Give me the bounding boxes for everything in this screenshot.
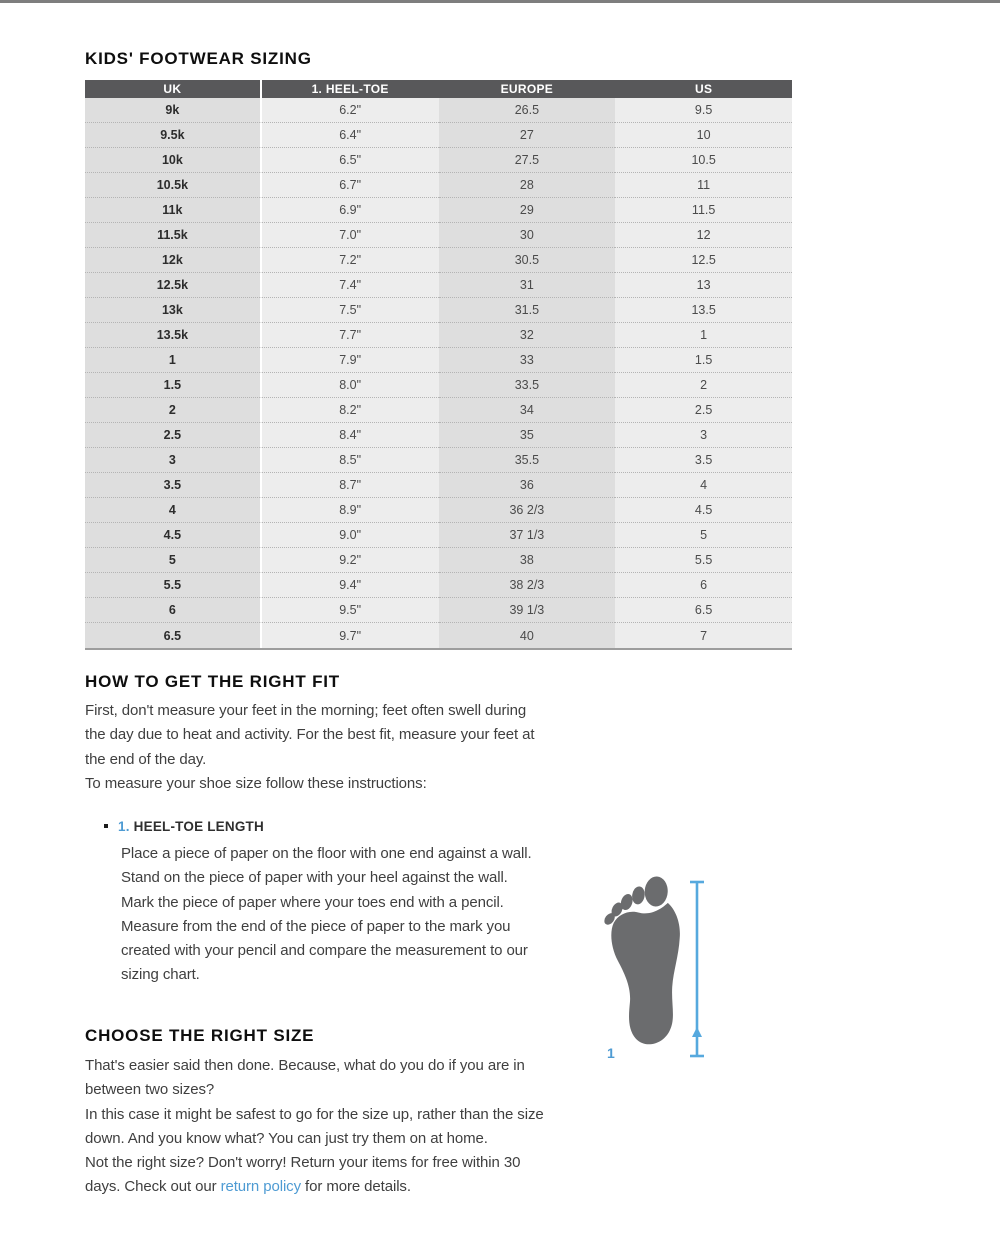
size-cell: 2 xyxy=(85,398,262,423)
top-divider xyxy=(0,0,1000,3)
size-cell: 6.4" xyxy=(262,123,439,148)
measurement-arrow-icon xyxy=(692,1027,702,1037)
heel-toe-instructions xyxy=(121,842,532,988)
table-row xyxy=(85,223,792,248)
size-cell: 37 1/3 xyxy=(439,523,616,548)
size-cell: 40 xyxy=(439,623,616,648)
size-cell: 11.5 xyxy=(615,198,792,223)
table-row xyxy=(85,123,792,148)
size-cell: 1.5 xyxy=(615,348,792,373)
text-line: First, don't measure your feet in the morning; feet often swell during xyxy=(85,702,527,719)
foot-measurement-diagram xyxy=(595,874,715,1064)
size-cell: 6.5" xyxy=(262,148,439,173)
size-cell: 36 xyxy=(439,473,616,498)
size-cell: 9.5" xyxy=(262,598,439,623)
size-cell: 2.5 xyxy=(615,398,792,423)
size-cell: 5.5 xyxy=(85,573,262,598)
column-header-europe: EUROPE xyxy=(439,80,616,98)
size-cell: 2.5 xyxy=(85,423,262,448)
size-cell: 9.7" xyxy=(262,623,439,648)
text-line: between two sizes? xyxy=(85,1081,215,1099)
size-cell: 7.0" xyxy=(262,223,439,248)
diagram-step-label: 1 xyxy=(607,1045,615,1061)
text-line: down. And you know what? You can just try them on at home. xyxy=(85,1129,488,1147)
size-cell: 12 xyxy=(615,223,792,248)
size-cell: 9.5 xyxy=(615,98,792,123)
size-cell: 35.5 xyxy=(439,448,616,473)
text-line: Not the right size? Don't worry! Return your items for free within 30 xyxy=(85,1154,521,1172)
text-line: That's easier said then done. Because, what do you do if you are in xyxy=(85,1057,525,1074)
text-line: the day due to heat and activity. For the best fit, measure your feet at xyxy=(85,726,535,744)
bullet-square-icon xyxy=(104,824,108,828)
size-cell: 6.7" xyxy=(262,173,439,198)
table-row xyxy=(85,548,792,573)
size-cell: 10k xyxy=(85,148,262,173)
size-cell: 3.5 xyxy=(615,448,792,473)
table-row xyxy=(85,273,792,298)
size-cell: 36 2/3 xyxy=(439,498,616,523)
size-cell: 33.5 xyxy=(439,373,616,398)
size-cell: 9k xyxy=(85,98,262,123)
size-cell: 5 xyxy=(615,523,792,548)
size-cell: 38 2/3 xyxy=(439,573,616,598)
size-cell: 29 xyxy=(439,198,616,223)
size-cell: 8.2" xyxy=(262,398,439,423)
size-cell: 13k xyxy=(85,298,262,323)
size-cell: 4.5 xyxy=(615,498,792,523)
size-cell: 13.5 xyxy=(615,298,792,323)
size-cell: 13.5k xyxy=(85,323,262,348)
size-cell: 26.5 xyxy=(439,98,616,123)
size-cell: 4.5 xyxy=(85,523,262,548)
text-line: sizing chart. xyxy=(121,966,200,984)
size-cell: 28 xyxy=(439,173,616,198)
size-cell: 8.5" xyxy=(262,448,439,473)
choose-size-text xyxy=(85,1054,544,1200)
size-cell: 6.5 xyxy=(615,598,792,623)
size-cell: 3 xyxy=(615,423,792,448)
size-cell: 9.5k xyxy=(85,123,262,148)
size-cell: 6.2" xyxy=(262,98,439,123)
text-line: Place a piece of paper on the floor with one end against a wall. xyxy=(121,845,532,862)
size-cell: 31.5 xyxy=(439,298,616,323)
table-row xyxy=(85,323,792,348)
size-cell: 7.5" xyxy=(262,298,439,323)
size-cell: 11 xyxy=(615,173,792,198)
table-row xyxy=(85,448,792,473)
size-cell: 6 xyxy=(615,573,792,598)
size-cell: 2 xyxy=(615,373,792,398)
size-cell: 6.5 xyxy=(85,623,262,648)
page-title: KIDS' FOOTWEAR SIZING xyxy=(85,49,312,68)
size-cell: 7.9" xyxy=(262,348,439,373)
last-line-prefix: days. Check out our xyxy=(85,1178,221,1196)
size-cell: 4 xyxy=(615,473,792,498)
size-cell: 30 xyxy=(439,223,616,248)
step-number: 1. xyxy=(118,819,130,834)
table-row xyxy=(85,523,792,548)
table-row xyxy=(85,498,792,523)
size-cell: 33 xyxy=(439,348,616,373)
text-line: created with your pencil and compare the measurement to our xyxy=(121,942,528,960)
size-cell: 1 xyxy=(615,323,792,348)
table-row xyxy=(85,148,792,173)
size-cell: 5.5 xyxy=(615,548,792,573)
size-cell: 11.5k xyxy=(85,223,262,248)
how-to-get-right-fit-title: HOW TO GET THE RIGHT FIT xyxy=(85,672,340,691)
size-cell: 8.4" xyxy=(262,423,439,448)
sizing-table xyxy=(85,80,792,650)
size-cell: 27.5 xyxy=(439,148,616,173)
size-cell: 1.5 xyxy=(85,373,262,398)
table-row xyxy=(85,373,792,398)
return-policy-link[interactable]: return policy xyxy=(220,1178,301,1196)
size-cell: 3.5 xyxy=(85,473,262,498)
choose-right-size-title: CHOOSE THE RIGHT SIZE xyxy=(85,1026,315,1045)
column-header-uk: UK xyxy=(85,80,262,98)
foot-silhouette-icon xyxy=(600,874,686,1046)
table-row xyxy=(85,98,792,123)
size-cell: 1 xyxy=(85,348,262,373)
last-line-suffix: for more details. xyxy=(300,1178,411,1196)
column-header-heeltoe: 1. HEEL-TOE xyxy=(262,80,439,98)
table-row xyxy=(85,423,792,448)
table-row xyxy=(85,198,792,223)
size-cell: 31 xyxy=(439,273,616,298)
size-cell: 12k xyxy=(85,248,262,273)
size-cell: 39 1/3 xyxy=(439,598,616,623)
text-line: To measure your shoe size follow these instructions: xyxy=(85,774,427,792)
table-row xyxy=(85,248,792,273)
step-title: HEEL-TOE LENGTH xyxy=(133,819,264,834)
size-cell: 11k xyxy=(85,198,262,223)
column-header-us: US xyxy=(615,80,792,98)
size-cell: 7.2" xyxy=(262,248,439,273)
size-cell: 7 xyxy=(615,623,792,648)
size-cell: 9.4" xyxy=(262,573,439,598)
text-line: Measure from the end of the piece of paper to the mark you xyxy=(121,917,511,935)
table-row xyxy=(85,348,792,373)
size-cell: 3 xyxy=(85,448,262,473)
fit-intro-text xyxy=(85,699,534,796)
size-cell: 27 xyxy=(439,123,616,148)
table-row xyxy=(85,173,792,198)
size-cell: 8.9" xyxy=(262,498,439,523)
table-header-row xyxy=(85,80,792,98)
table-row xyxy=(85,473,792,498)
heel-toe-length-step xyxy=(104,819,264,835)
size-cell: 10.5 xyxy=(615,148,792,173)
size-cell: 7.4" xyxy=(262,273,439,298)
size-cell: 10 xyxy=(615,123,792,148)
size-cell: 4 xyxy=(85,498,262,523)
text-line: Stand on the piece of paper with your heel against the wall. xyxy=(121,869,508,887)
text-line: the end of the day. xyxy=(85,750,207,768)
size-cell: 7.7" xyxy=(262,323,439,348)
choose-size-lines xyxy=(85,1054,544,1175)
table-row xyxy=(85,573,792,598)
size-cell: 5 xyxy=(85,548,262,573)
size-cell: 6.9" xyxy=(262,198,439,223)
size-cell: 8.0" xyxy=(262,373,439,398)
size-cell: 10.5k xyxy=(85,173,262,198)
size-cell: 9.0" xyxy=(262,523,439,548)
table-row xyxy=(85,398,792,423)
text-line: Mark the piece of paper where your toes end with a pencil. xyxy=(121,893,504,911)
size-cell: 35 xyxy=(439,423,616,448)
size-cell: 38 xyxy=(439,548,616,573)
size-cell: 12.5k xyxy=(85,273,262,298)
table-row xyxy=(85,598,792,623)
size-cell: 34 xyxy=(439,398,616,423)
size-cell: 6 xyxy=(85,598,262,623)
size-cell: 9.2" xyxy=(262,548,439,573)
size-cell: 13 xyxy=(615,273,792,298)
size-cell: 30.5 xyxy=(439,248,616,273)
choose-size-last-line xyxy=(85,1175,544,1199)
size-cell: 32 xyxy=(439,323,616,348)
table-row xyxy=(85,623,792,648)
size-cell: 8.7" xyxy=(262,473,439,498)
table-row xyxy=(85,298,792,323)
size-cell: 12.5 xyxy=(615,248,792,273)
text-line: In this case it might be safest to go for the size up, rather than the size xyxy=(85,1105,544,1123)
